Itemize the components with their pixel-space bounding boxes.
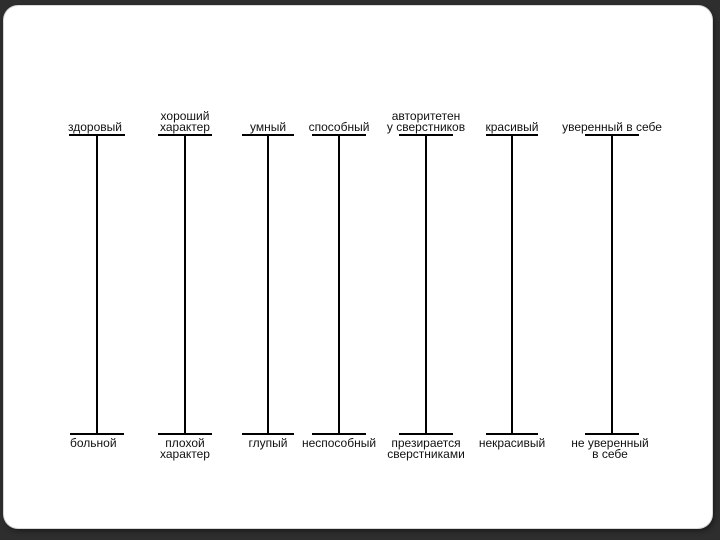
scale-bottom-cap [486,433,538,435]
scale-top-label: способный [308,120,370,134]
scale-bottom-label: презирается сверстниками [387,436,465,461]
scale-top-label: хороший характер [160,109,210,134]
scale-axis-line [267,135,269,434]
scale-bottom-cap [312,433,366,435]
scale-top-label: умный [249,120,287,134]
scale-bottom-cap [585,433,639,435]
scale-bottom-label: плохой характер [160,436,210,461]
scale-top-label: красивый [485,120,539,134]
scale-axis-line [511,135,513,434]
scale-bottom-label: неспособный [301,436,377,450]
scale-axis-line [96,135,98,434]
scale-bottom-label: глупый [248,436,288,450]
scale-bottom-cap [399,433,453,435]
scale-axis-line [611,135,613,434]
scale-axis-line [184,135,186,434]
scale-bottom-cap [70,433,124,435]
scale-top-label: уверенный в себе [562,120,662,134]
scale-bottom-label: больной [70,436,117,450]
scale-confident-unconfident [547,0,677,540]
scale-axis-line [425,135,427,434]
scale-top-label: здоровый [68,120,122,134]
scale-axis-line [338,135,340,434]
scale-bottom-label: не уверенный в себе [571,436,649,461]
scale-bottom-label: некрасивый [478,436,546,450]
scale-top-label: авторитетен у сверстников [386,109,466,134]
